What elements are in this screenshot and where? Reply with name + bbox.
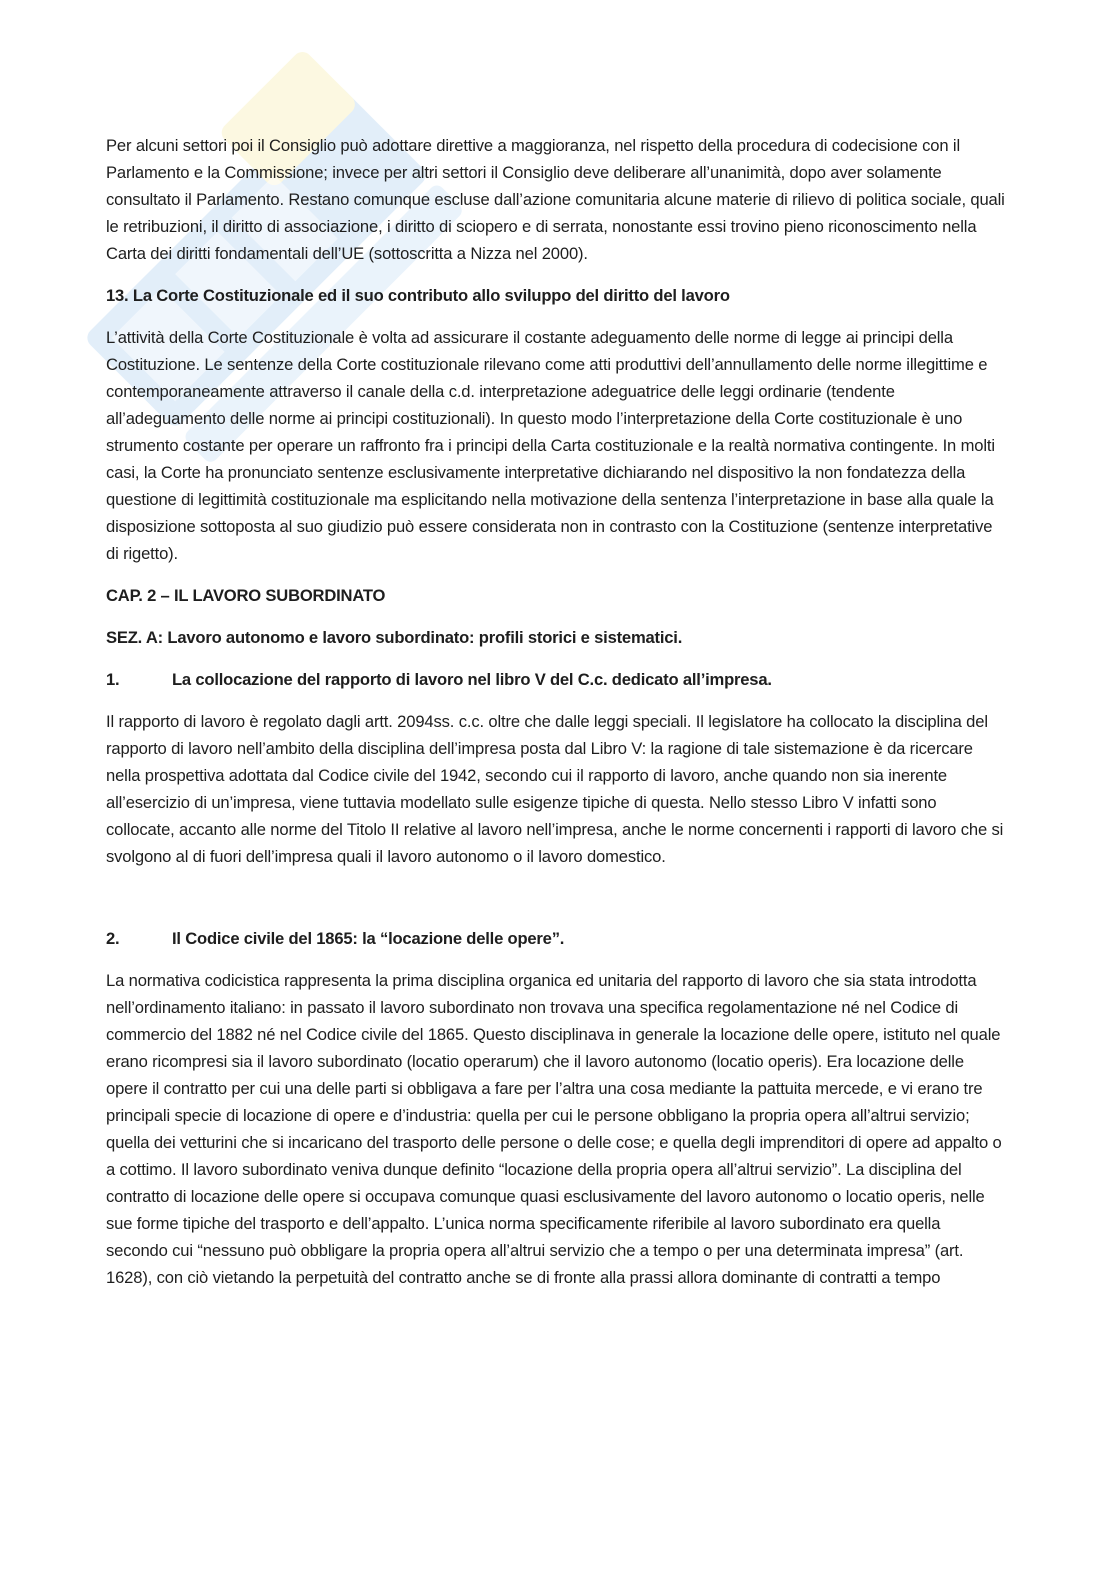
section-2-title: Il Codice civile del 1865: la “locazione delle opere”. bbox=[172, 929, 565, 948]
heading-section-1 bbox=[106, 666, 1006, 693]
heading-chapter-2: CAP. 2 – IL LAVORO SUBORDINATO bbox=[106, 586, 386, 605]
document-content bbox=[106, 132, 1006, 1306]
vertical-gap bbox=[106, 885, 1006, 925]
heading-corte-costituzionale: 13. La Corte Costituzionale ed il suo contributo allo sviluppo del diritto del lavoro bbox=[106, 286, 730, 305]
section-1-title: La collocazione del rapporto di lavoro nel libro V del C.c. dedicato all’impresa. bbox=[172, 670, 772, 689]
heading-section-a: SEZ. A: Lavoro autonomo e lavoro subordinato: profili storici e sistematici. bbox=[106, 628, 683, 647]
paragraph-corte-costituzionale: L’attività della Corte Costituzionale è volta ad assicurare il costante adeguamento delle norme di legge ai principi della Costituzione. Le sentenze della Corte costituzionale rilevano come atti produttivi dell’annullamento delle norme illegittime e contemporaneamente attraverso il canale della c.d. interpretazione adeguatrice delle leggi ordinarie (tendente all’adeguamento delle norme ai principi costituzionali). In questo modo l’interpretazione della Corte costituzionale è uno strumento costante per operare un raffronto fra i principi della Carta costituzionale e la realtà normativa contingente. In molti casi, la Corte ha pronunciato sentenze esclusivamente interpretative dichiarando nel dispositivo la non fondatezza della questione di legittimità costituzionale ma esplicitando nella motivazione della sentenza l’interpretazione in base alla quale la disposizione sottoposta al suo giudizio può essere considerata non in contrasto con la Costituzione (sentenze interpretative di rigetto). bbox=[106, 328, 995, 563]
paragraph-consiglio: Per alcuni settori poi il Consiglio può adottare direttive a maggioranza, nel rispetto della procedura di codecisione con il Parlamento e la Commissione; invece per altri settori il Consiglio deve deliberare all’unanimità, dopo aver solamente consultato il Parlamento. Restano comunque escluse dall’azione comunitaria alcune materie di rilievo di politica sociale, quali le retribuzioni, il diritto di associazione, i diritto di sciopero e di serrata, nonostante essi trovino pieno riconoscimento nella Carta dei diritti fondamentali dell’UE (sottoscritta a Nizza nel 2000). bbox=[106, 136, 1005, 263]
paragraph-libro-v: Il rapporto di lavoro è regolato dagli artt. 2094ss. c.c. oltre che dalle leggi speciali. Il legislatore ha collocato la disciplina del rapporto di lavoro nell’ambito della disciplina dell’impresa posta dal Libro V: la ragione di tale sistemazione è da ricercare nella prospettiva adottata dal Codice civile del 1942, secondo cui il rapporto di lavoro, anche quando non sia inerente all’esercizio di un’impresa, viene tuttavia modellato sulle esigenze tipiche di questa. Nello stesso Libro V infatti sono collocate, accanto alle norme del Titolo II relative al lavoro nell’impresa, anche le norme concernenti i rapporti di lavoro che si svolgono al di fuori dell’impresa quali il lavoro autonomo o il lavoro domestico. bbox=[106, 712, 1004, 866]
section-1-number: 1. bbox=[106, 670, 120, 689]
section-2-number: 2. bbox=[106, 929, 120, 948]
paragraph-codice-civile-1865: La normativa codicistica rappresenta la prima disciplina organica ed unitaria del rapporto di lavoro che sia stata introdotta nell’ordinamento italiano: in passato il lavoro subordinato non trovava una specifica regolamentazione né nel Codice di commercio del 1882 né nel Codice civile del 1865. Questo disciplinava in generale la locazione delle opere, istituto nel quale erano ricompresi sia il lavoro subordinato (locatio operarum) che il lavoro autonomo (locatio operis). Era locazione delle opere il contratto per cui una delle parti si obbligava a fare per l’altra una cosa mediante la pattuita mercede, e vi erano tre principali specie di locazione di opere e d’industria: quella per cui le persone obbligano la propria opera all’altrui servizio; quella dei vetturini che si incaricano del trasporto delle persone o delle cose; e quella degli imprenditori di opere ad appalto o a cottimo. Il lavoro subordinato veniva dunque definito “locazione della propria opera all’altrui servizio”. La disciplina del contratto di locazione delle opere si occupava comunque quasi esclusivamente del lavoro autonomo o locatio operis, nelle sue forme tipiche del trasporto e dell’appalto. L’unica norma specificamente riferibile al lavoro subordinato era quella secondo cui “nessuno può obbligare la propria opera all’altrui servizio che a tempo o per una determinata impresa” (art. 1628), con ciò vietando la perpetuità del contratto anche se di fronte alla prassi allora dominante di contratti a tempo bbox=[106, 971, 1002, 1287]
heading-section-2 bbox=[106, 925, 1006, 952]
